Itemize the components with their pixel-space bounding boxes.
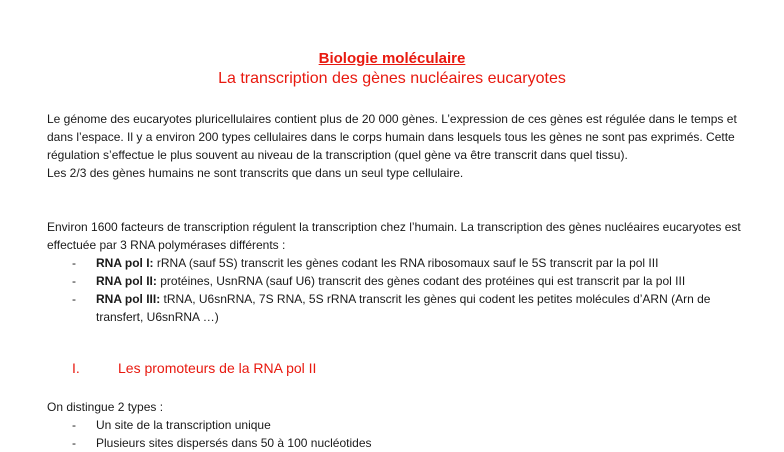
list-item <box>0 416 784 434</box>
section-title: Les promoteurs de la RNA pol II <box>118 360 317 376</box>
list-item <box>0 434 784 452</box>
list-item <box>0 290 784 326</box>
bullet-dash: - <box>72 292 76 306</box>
bullet-text: Un site de la transcription unique <box>96 418 271 432</box>
types-list <box>0 416 784 452</box>
bullet-text: Plusieurs sites dispersés dans 50 à 100 nucléotides <box>96 436 372 450</box>
list-item <box>0 254 784 272</box>
intro-paragraph: Le génome des eucaryotes pluricellulaires contient plus de 20 000 gènes. L’expression de ces gènes est régulée dans le temps et dans l’espace. Il y a environ 200 types cellulaires dans le corps humain dans lesquels tous les gènes ne sont pas exprimés. Cette régulation s’effectue le plus souvent au niveau de la transcription (quel gène va être transcrit dans quel tissu). <box>47 112 737 162</box>
types-intro: On distingue 2 types : <box>47 400 164 414</box>
polymerases-paragraph: Environ 1600 facteurs de transcription régulent la transcription chez l’humain. La transcription des gènes nucléaires eucaryotes est effectuée par 3 RNA polymérases différents : <box>47 220 741 252</box>
bullet-dash: - <box>72 274 76 288</box>
bullet-dash: - <box>72 436 76 450</box>
document-title: Biologie moléculaire <box>318 50 466 67</box>
bullet-text: tRNA, U6snRNA, 7S RNA, 5S rRNA transcrit les gènes qui codent les petites molécules d’ARN (Arn de transfert, U6snRNA …) <box>96 292 711 324</box>
document-subtitle: La transcription des gènes nucléaires eucaryotes <box>218 70 566 87</box>
bullet-label: RNA pol III: <box>96 292 161 306</box>
bullet-label: RNA pol I: <box>96 256 154 270</box>
bullet-text: rRNA (sauf 5S) transcrit les gènes codant les RNA ribosomaux sauf le 5S transcrit par la pol III <box>153 256 659 270</box>
bullet-dash: - <box>72 256 76 270</box>
intro-paragraph-block <box>47 110 747 182</box>
section-number: I. <box>72 360 80 376</box>
polymerase-list <box>0 254 784 326</box>
list-item <box>0 272 784 290</box>
intro-second-line: Les 2/3 des gènes humains ne sont transcrits que dans un seul type cellulaire. <box>47 166 464 180</box>
bullet-dash: - <box>72 418 76 432</box>
bullet-text: protéines, UsnRNA (sauf U6) transcrit des gènes codant des protéines qui est transcrit par la pol III <box>156 274 686 288</box>
bullet-label: RNA pol II: <box>96 274 157 288</box>
